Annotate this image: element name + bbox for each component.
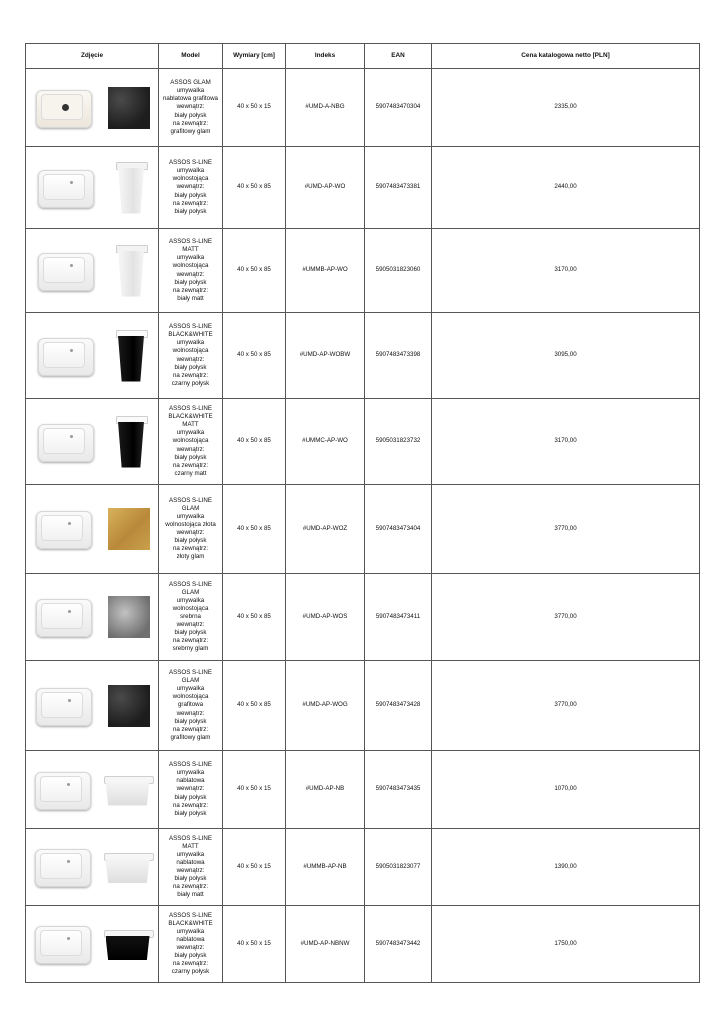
model-line: ASSOS S-LINE bbox=[169, 405, 212, 413]
model-line: GLAM bbox=[181, 677, 200, 685]
model-line: czarny połysk bbox=[171, 379, 210, 387]
model-line: BLACK&WHITE bbox=[168, 331, 213, 339]
model-line: biały połysk bbox=[174, 278, 207, 286]
price-cell: 3170,00 bbox=[432, 399, 700, 485]
model-line: biały połysk bbox=[174, 809, 207, 817]
price-cell: 1750,00 bbox=[432, 906, 700, 983]
table-row bbox=[26, 751, 700, 829]
photos-cell bbox=[26, 229, 159, 313]
model-line: na zewnątrz: bbox=[172, 960, 209, 968]
ean-cell: 5905031823732 bbox=[365, 399, 432, 485]
table-row bbox=[26, 574, 700, 661]
index-cell: #UMD-AP-WOS bbox=[286, 574, 365, 661]
table-row bbox=[26, 906, 700, 983]
header-model: Model bbox=[159, 44, 223, 69]
model-line: biały połysk bbox=[174, 875, 207, 883]
white-countertop-basin-image bbox=[104, 772, 152, 808]
ean-cell: 5907483470304 bbox=[365, 69, 432, 147]
model-line: umywalka bbox=[176, 254, 205, 262]
model-line: umywalka bbox=[176, 596, 205, 604]
ean-cell: 5907483473398 bbox=[365, 313, 432, 399]
model-line: biały połysk bbox=[174, 629, 207, 637]
ean-cell: 5907483473435 bbox=[365, 751, 432, 829]
photos-cell bbox=[26, 147, 159, 229]
model-line: ASSOS S-LINE bbox=[169, 669, 212, 677]
model-line: ASSOS S-LINE bbox=[169, 238, 212, 246]
model-line: nablatowa bbox=[176, 858, 205, 866]
model-line: wewnątrz: bbox=[176, 445, 205, 453]
model-line: MATT bbox=[182, 842, 199, 850]
model-line: biały połysk bbox=[174, 191, 207, 199]
table-row bbox=[26, 69, 700, 147]
model-line: wolnostojąca złota bbox=[165, 520, 216, 528]
model-line: umywalka bbox=[176, 167, 205, 175]
basin-top-view-image bbox=[33, 922, 91, 966]
model-line: BLACK&WHITE bbox=[168, 413, 213, 421]
model-line: grafitowy glam bbox=[170, 127, 211, 135]
graphite-glam-swatch-image bbox=[108, 87, 150, 129]
model-line: biały połysk bbox=[174, 111, 207, 119]
basin-top-view-image bbox=[33, 845, 91, 889]
model-line: biały połysk bbox=[174, 717, 207, 725]
model-line: ASSOS S-LINE bbox=[169, 159, 212, 167]
dimensions-cell: 40 x 50 x 85 bbox=[223, 574, 286, 661]
header-photos: Zdjęcie bbox=[26, 44, 159, 69]
price-cell: 3095,00 bbox=[432, 313, 700, 399]
index-cell: #UMD-AP-NBNW bbox=[286, 906, 365, 983]
model-line: biały połysk bbox=[174, 453, 207, 461]
model-line: srebrny glam bbox=[172, 645, 209, 653]
ean-cell: 5905031823060 bbox=[365, 229, 432, 313]
header-price: Cena katalogowa netto [PLN] bbox=[432, 44, 700, 69]
model-line: BLACK&WHITE bbox=[168, 919, 213, 927]
photos-cell bbox=[26, 751, 159, 829]
basin-top-view-image bbox=[34, 595, 92, 639]
model-cell bbox=[159, 229, 223, 313]
ean-cell: 5907483473428 bbox=[365, 661, 432, 751]
basin-top-view-image bbox=[33, 768, 91, 812]
model-line: umywalka bbox=[176, 339, 205, 347]
model-cell bbox=[159, 906, 223, 983]
index-cell: #UMD-AP-WOG bbox=[286, 661, 365, 751]
model-line: wolnostojąca bbox=[172, 347, 209, 355]
model-line: złoty glam bbox=[176, 553, 205, 561]
model-line: ASSOS S-LINE bbox=[169, 761, 212, 769]
ean-cell: 5907483473404 bbox=[365, 485, 432, 574]
model-line: wewnątrz: bbox=[176, 103, 205, 111]
photos-cell bbox=[26, 574, 159, 661]
white-pedestal-image bbox=[114, 245, 148, 297]
basin-top-view-image bbox=[36, 249, 94, 293]
photos-cell bbox=[26, 399, 159, 485]
model-line: umywalka bbox=[176, 850, 205, 858]
graphite-glam-swatch-image bbox=[108, 685, 150, 727]
index-cell: #UMMC-AP-WO bbox=[286, 399, 365, 485]
model-line: ASSOS S-LINE bbox=[169, 580, 212, 588]
model-line: wewnątrz: bbox=[176, 355, 205, 363]
model-line: wewnątrz: bbox=[176, 785, 205, 793]
model-line: wolnostojąca bbox=[172, 262, 209, 270]
model-line: wolnostojąca bbox=[172, 175, 209, 183]
index-cell: #UMD-AP-NB bbox=[286, 751, 365, 829]
model-cell bbox=[159, 399, 223, 485]
table-row bbox=[26, 661, 700, 751]
model-cell bbox=[159, 485, 223, 574]
model-line: GLAM bbox=[181, 588, 200, 596]
model-cell bbox=[159, 69, 223, 147]
model-line: umywalka bbox=[176, 512, 205, 520]
model-line: biały połysk bbox=[174, 363, 207, 371]
index-cell: #UMD-AP-WO bbox=[286, 147, 365, 229]
price-cell: 1070,00 bbox=[432, 751, 700, 829]
model-line: ASSOS S-LINE bbox=[169, 834, 212, 842]
model-line: wewnątrz: bbox=[176, 621, 205, 629]
index-cell: #UMD-AP-WOZ bbox=[286, 485, 365, 574]
model-line: biały połysk bbox=[174, 207, 207, 215]
model-line: umywalka bbox=[176, 927, 205, 935]
basin-top-view-image bbox=[36, 334, 94, 378]
header-ean: EAN bbox=[365, 44, 432, 69]
model-line: czarny połysk bbox=[171, 968, 210, 976]
model-line: wolnostojąca bbox=[172, 437, 209, 445]
price-cell: 3770,00 bbox=[432, 485, 700, 574]
photos-cell bbox=[26, 69, 159, 147]
dimensions-cell: 40 x 50 x 85 bbox=[223, 147, 286, 229]
model-line: ASSOS S-LINE bbox=[169, 911, 212, 919]
photos-cell bbox=[26, 661, 159, 751]
model-line: MATT bbox=[182, 421, 199, 429]
header-index: Indeks bbox=[286, 44, 365, 69]
index-cell: #UMD-AP-WOBW bbox=[286, 313, 365, 399]
model-line: wewnątrz: bbox=[176, 529, 205, 536]
basin-top-view-image bbox=[34, 684, 92, 728]
model-line: grafitowy glam bbox=[170, 733, 211, 741]
model-line: biały połysk bbox=[174, 537, 207, 545]
model-cell bbox=[159, 661, 223, 751]
model-line: czarny matt bbox=[174, 469, 207, 477]
model-cell bbox=[159, 313, 223, 399]
photos-cell bbox=[26, 485, 159, 574]
model-line: srebrna bbox=[180, 612, 201, 620]
model-line: wewnątrz: bbox=[176, 709, 205, 717]
model-line: wewnątrz: bbox=[176, 944, 205, 951]
header-dimensions: Wymiary [cm] bbox=[223, 44, 286, 69]
black-countertop-basin-image bbox=[104, 926, 152, 962]
model-line: na zewnątrz: bbox=[172, 286, 209, 294]
model-cell bbox=[159, 829, 223, 906]
basin-top-view-image bbox=[36, 420, 94, 464]
dimensions-cell: 40 x 50 x 15 bbox=[223, 906, 286, 983]
basin-top-view-image bbox=[34, 507, 92, 551]
model-cell bbox=[159, 751, 223, 829]
dimensions-cell: 40 x 50 x 15 bbox=[223, 69, 286, 147]
table-row bbox=[26, 485, 700, 574]
ean-cell: 5905031823077 bbox=[365, 829, 432, 906]
table-header-row bbox=[26, 44, 700, 69]
dimensions-cell: 40 x 50 x 85 bbox=[223, 485, 286, 574]
white-pedestal-image bbox=[114, 162, 148, 214]
price-cell: 1390,00 bbox=[432, 829, 700, 906]
model-cell bbox=[159, 574, 223, 661]
price-cell: 2440,00 bbox=[432, 147, 700, 229]
white-countertop-basin-image bbox=[104, 849, 152, 885]
silver-glam-swatch-image bbox=[108, 596, 150, 638]
model-line: nablatowa grafitowa bbox=[162, 95, 219, 103]
model-line: biały matt bbox=[177, 294, 204, 302]
table-row bbox=[26, 399, 700, 485]
model-line: umywalka bbox=[176, 87, 205, 95]
model-line: wewnątrz: bbox=[176, 183, 205, 191]
table-row bbox=[26, 229, 700, 313]
model-line: biały matt bbox=[177, 891, 204, 899]
product-price-table bbox=[25, 43, 700, 983]
dimensions-cell: 40 x 50 x 15 bbox=[223, 751, 286, 829]
dimensions-cell: 40 x 50 x 85 bbox=[223, 313, 286, 399]
glam-basin-top-view-image bbox=[34, 86, 92, 130]
price-cell: 3170,00 bbox=[432, 229, 700, 313]
model-line: na zewnątrz: bbox=[172, 119, 209, 127]
model-line: nablatowa bbox=[176, 777, 205, 785]
model-line: MATT bbox=[182, 246, 199, 254]
model-line: biały połysk bbox=[174, 793, 207, 801]
dimensions-cell: 40 x 50 x 85 bbox=[223, 399, 286, 485]
model-line: wewnątrz: bbox=[176, 270, 205, 278]
model-line: umywalka bbox=[176, 769, 205, 777]
black-pedestal-image bbox=[114, 330, 148, 382]
model-cell bbox=[159, 147, 223, 229]
model-line: umywalka bbox=[176, 685, 205, 693]
model-line: na zewnątrz: bbox=[172, 371, 209, 379]
ean-cell: 5907483473381 bbox=[365, 147, 432, 229]
photos-cell bbox=[26, 313, 159, 399]
index-cell: #UMMB-AP-NB bbox=[286, 829, 365, 906]
gold-glam-swatch-image bbox=[108, 508, 150, 550]
model-line: na zewnątrz: bbox=[172, 725, 209, 733]
model-line: ASSOS S-LINE bbox=[169, 496, 212, 504]
model-line: nablatowa bbox=[176, 935, 205, 943]
photos-cell bbox=[26, 829, 159, 906]
model-line: grafitowa bbox=[177, 701, 204, 709]
model-line: na zewnątrz: bbox=[172, 545, 209, 553]
model-line: wolnostojąca bbox=[172, 693, 209, 701]
model-line: umywalka bbox=[176, 429, 205, 437]
index-cell: #UMMB-AP-WO bbox=[286, 229, 365, 313]
price-cell: 3770,00 bbox=[432, 661, 700, 751]
dimensions-cell: 40 x 50 x 15 bbox=[223, 829, 286, 906]
model-line: GLAM bbox=[181, 504, 200, 512]
model-line: na zewnątrz: bbox=[172, 461, 209, 469]
model-line: ASSOS S-LINE bbox=[169, 323, 212, 331]
dimensions-cell: 40 x 50 x 85 bbox=[223, 661, 286, 751]
model-line: na zewnątrz: bbox=[172, 801, 209, 809]
model-line: wolnostojąca bbox=[172, 604, 209, 612]
ean-cell: 5907483473442 bbox=[365, 906, 432, 983]
basin-top-view-image bbox=[36, 166, 94, 210]
photos-cell bbox=[26, 906, 159, 983]
table-row bbox=[26, 147, 700, 229]
price-cell: 2335,00 bbox=[432, 69, 700, 147]
table-row bbox=[26, 313, 700, 399]
ean-cell: 5907483473411 bbox=[365, 574, 432, 661]
model-line: na zewnątrz: bbox=[172, 883, 209, 891]
model-line: na zewnątrz: bbox=[172, 199, 209, 207]
model-line: biały połysk bbox=[174, 952, 207, 960]
table-row bbox=[26, 829, 700, 906]
model-line: na zewnątrz: bbox=[172, 637, 209, 645]
index-cell: #UMD-A-NBG bbox=[286, 69, 365, 147]
model-line: wewnątrz: bbox=[176, 867, 205, 874]
price-cell: 3770,00 bbox=[432, 574, 700, 661]
black-pedestal-image bbox=[114, 416, 148, 468]
model-line: ASSOS GLAM bbox=[170, 79, 211, 87]
dimensions-cell: 40 x 50 x 85 bbox=[223, 229, 286, 313]
